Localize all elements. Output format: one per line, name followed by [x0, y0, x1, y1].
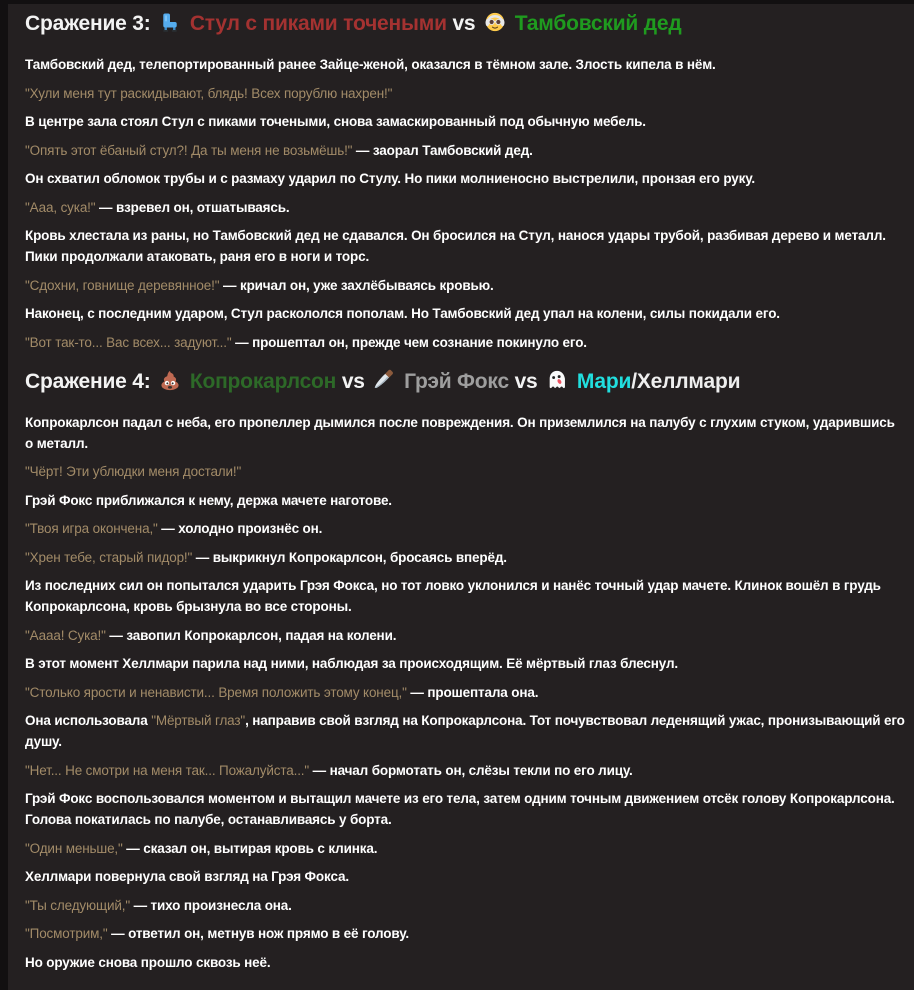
quote-text: "Хрен тебе, старый пидор!": [25, 549, 193, 565]
narration-text: Хеллмари повернула свой взгляд на Грэя Фокса.: [25, 869, 349, 884]
story-paragraph: [25, 83, 905, 104]
story-paragraph: [25, 197, 905, 218]
narration-text: — начал бормотать он, слёзы текли по его лицу.: [309, 762, 633, 778]
quote-text: "Аааа! Сука!": [25, 627, 106, 643]
quote-text: "Опять этот ёбаный стул?! Да ты меня не возьмёшь!": [25, 142, 353, 158]
story-paragraph: [25, 461, 905, 482]
story-paragraph: [25, 518, 905, 539]
story-paragraph: [25, 303, 905, 324]
story-paragraph: [25, 225, 905, 267]
narration-text: Копрокарлсон падал с неба, его пропеллер дымился после повреждения. Он приземлился на палубу с глухим стуком, ударившись о металл.: [25, 414, 895, 451]
story-paragraph: [25, 760, 905, 781]
quote-text: "Ты следующий,": [25, 897, 130, 913]
fighter-name-hellmari: /Хеллмари: [631, 369, 741, 393]
narration-text: , направив свой взгляд на Копрокарлсона. Тот почувствовал леденящий ужас, пронизывающий его душу.: [25, 713, 905, 749]
battle-3-heading: [25, 10, 905, 37]
story-paragraph: [25, 866, 905, 887]
narration-text: — выкрикнул Копрокарлсон, бросаясь вперёд.: [192, 549, 507, 565]
narration-text: — завопил Копрокарлсон, падая на колени.: [105, 627, 397, 643]
quote-text: "Вот так-то... Вас всех... задуют...": [25, 334, 232, 350]
story-paragraph: [25, 140, 905, 161]
story-page: [8, 4, 914, 990]
narration-text: Из последних сил он попытался ударить Грэя Фокса, но тот ловко уклонился и нанёс точный удар мачете. Клинок вошёл в грудь Копрокарлсона, кровь брызнула во все стороны.: [25, 578, 881, 614]
battle-4-heading: [25, 368, 905, 395]
story-paragraph: [25, 952, 905, 973]
quote-text: "Посмотрим,": [25, 926, 108, 941]
old-man-emoji-icon: [484, 11, 506, 33]
narration-text: Кровь хлестала из раны, но Тамбовский дед не сдавался. Он бросился на Стул, нанося удары трубой, разбивая дерево и металл. Пики продолжали атаковать, раня его в ноги и торс.: [25, 228, 886, 264]
fighter-name-gray-fox: Грэй Фокс: [404, 369, 509, 393]
story-paragraph: [25, 547, 905, 568]
narration-text: — прошептала она.: [406, 684, 539, 700]
poop-emoji-icon: [159, 369, 181, 391]
story-paragraph: [25, 412, 905, 454]
vs-label: vs: [341, 369, 365, 393]
story-paragraph: [25, 490, 905, 511]
battle-4-paragraphs: [25, 412, 905, 973]
battle-3-heading-prefix: Сражение 3:: [25, 12, 151, 35]
fighter-name-chair: Стул с пиками точеными: [189, 12, 447, 35]
fighter-name-tambov-ded: Тамбовский дед: [514, 12, 682, 35]
narration-text: — холодно произнёс он.: [157, 521, 323, 536]
story-paragraph: [25, 895, 905, 916]
narration-text: Грэй Фокс приближался к нему, держа мачете наготове.: [25, 492, 392, 508]
narration-text: В этот момент Хеллмари парила над ними, наблюдая за происходящим. Её мёртвый глаз блеснул.: [25, 656, 679, 671]
narration-text: Наконец, с последним ударом, Стул раскололся пополам. Но Тамбовский дед упал на колени, силы покидали его.: [25, 306, 780, 321]
story-paragraph: [25, 625, 905, 646]
narration-text: Он схватил обломок трубы и с размаху ударил по Стулу. Но пики молниеносно выстрелили, пронзая его руку.: [25, 171, 756, 186]
story-paragraph: [25, 923, 905, 944]
fighter-name-koprokarlson: Копрокарлсон: [189, 369, 337, 393]
battle-3-paragraphs: [25, 54, 905, 353]
battle-4-heading-prefix: Сражение 4:: [25, 369, 151, 393]
story-paragraph: [25, 275, 905, 296]
story-paragraph: [25, 682, 905, 703]
narration-text: — заорал Тамбовский дед.: [352, 142, 533, 158]
quote-text: "Ааа, сука!": [25, 199, 96, 215]
narration-text: Грэй Фокс воспользовался моментом и вытащил мачете из его тела, затем одним точным движением отсёк голову Копрокарлсона. Голова покатилась по палубе, останавливаясь у борта.: [25, 791, 895, 827]
quote-text: "Нет... Не смотри на меня так... Пожалуйста...": [25, 762, 310, 778]
story-paragraph: [25, 788, 905, 830]
knife-emoji-icon: [373, 369, 395, 391]
story-paragraph: [25, 54, 905, 75]
story-paragraph: [25, 111, 905, 132]
story-paragraph: [25, 838, 905, 859]
story-paragraph: [25, 332, 905, 353]
story-paragraph: [25, 575, 905, 617]
vs-label: vs: [514, 369, 538, 393]
ghost-emoji-icon: [546, 369, 568, 391]
narration-text: Она использовала: [25, 713, 152, 728]
narration-text: Но оружие снова прошло сквозь неё.: [25, 954, 271, 970]
quote-text: "Хули меня тут раскидывают, блядь! Всех порублю нахрен!": [25, 85, 393, 101]
narration-text: — кричал он, уже захлёбываясь кровью.: [219, 277, 494, 293]
seat-emoji-icon: [159, 11, 181, 33]
narration-text: — тихо произнесла она.: [129, 897, 292, 913]
narration-text: — ответил он, метнув нож прямо в её голову.: [107, 926, 409, 941]
vs-label: vs: [452, 12, 476, 35]
narration-text: — взревел он, отшатываясь.: [95, 199, 290, 215]
quote-text: "Один меньше,": [25, 840, 123, 856]
story-paragraph: [25, 653, 905, 674]
narration-text: Тамбовский дед, телепортированный ранее Зайце-женой, оказался в тёмном зале. Злость кипела в нём.: [25, 57, 716, 72]
quote-text: "Сдохни, говнище деревянное!": [25, 277, 220, 293]
narration-text: В центре зала стоял Стул с пиками точеными, снова замаскированный под обычную мебель.: [25, 114, 646, 129]
story-paragraph: [25, 710, 905, 752]
fighter-name-mari: Мари: [576, 369, 632, 393]
narration-text: — прошептал он, прежде чем сознание покинуло его.: [231, 334, 587, 350]
quote-text: "Чёрт! Эти ублюдки меня достали!": [25, 464, 242, 479]
quote-text: "Твоя игра окончена,": [25, 521, 158, 536]
story-paragraph: [25, 168, 905, 189]
narration-text: — сказал он, вытирая кровь с клинка.: [122, 840, 378, 856]
quote-text: "Столько ярости и ненависти... Время положить этому конец,": [25, 684, 407, 700]
quote-text: "Мёртвый глаз": [151, 713, 246, 728]
